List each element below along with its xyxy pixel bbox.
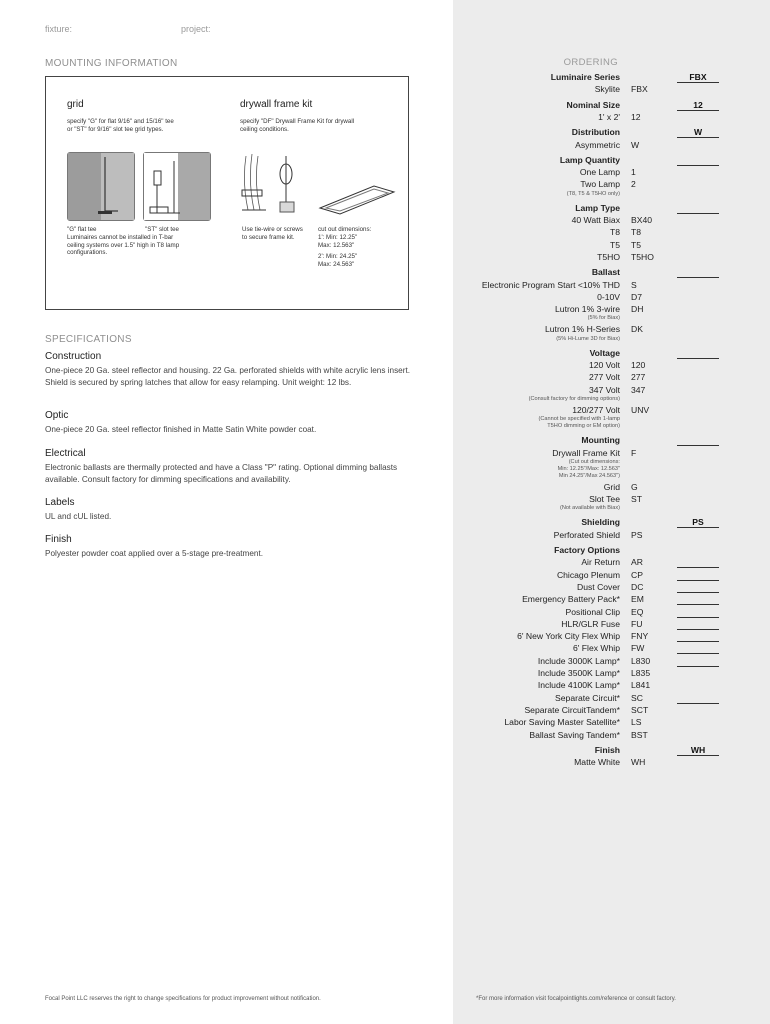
ordering-label: Mounting xyxy=(581,435,620,446)
ordering-category xyxy=(453,126,770,138)
ordering-option xyxy=(453,618,770,630)
ordering-option xyxy=(453,384,770,396)
ordering-entry-blank[interactable] xyxy=(677,594,719,605)
ordering-category xyxy=(453,99,770,111)
ordering-entry-blank[interactable]: 12 xyxy=(677,100,719,111)
ordering-code: T8 xyxy=(631,227,642,238)
ordering-label: (Cannot be specified with 1-lamp T5HO dimming or EM option) xyxy=(538,416,620,430)
ordering-note xyxy=(453,336,770,343)
ordering-label: 347 Volt xyxy=(588,384,620,395)
ordering-label: 40 Watt Biax xyxy=(571,215,620,225)
ordering-option xyxy=(453,493,770,505)
ordering-label: Air Return xyxy=(581,557,620,568)
ordering-label: Drywall Frame Kit xyxy=(552,447,620,458)
ordering-label: 6' Flex Whip xyxy=(572,643,620,654)
ordering-note xyxy=(453,459,770,480)
ordering-entry-blank[interactable] xyxy=(677,619,719,630)
ordering-label: 6' New York City Flex Whip xyxy=(517,631,620,642)
ordering-category xyxy=(453,266,770,278)
ordering-option xyxy=(453,404,770,416)
ordering-option xyxy=(453,359,770,371)
ordering-code: UNV xyxy=(631,404,650,415)
ordering-label: Distribution xyxy=(571,127,620,138)
ordering-option xyxy=(453,291,770,303)
cutout-2ft: 2': Min: 24.25" Max: 24.563" xyxy=(318,253,358,268)
ordering-option xyxy=(453,178,770,190)
ordering-label: Lamp Type xyxy=(575,202,620,213)
ordering-option xyxy=(453,529,770,541)
ordering-entry-blank[interactable] xyxy=(677,656,719,667)
ordering-code: EM xyxy=(631,594,644,605)
ordering-label: Separate CircuitTandem* xyxy=(524,704,620,715)
tie-wire-illustration xyxy=(240,152,310,219)
ordering-label: Factory Options xyxy=(554,545,620,555)
ordering-entry-blank[interactable] xyxy=(677,582,719,593)
ordering-label: Slot Tee xyxy=(589,494,620,505)
ordering-code: DH xyxy=(631,304,644,315)
ordering-code: 347 xyxy=(631,384,646,395)
ordering-label: HLR/GLR Fuse xyxy=(561,618,620,629)
ordering-label: Emergency Battery Pack* xyxy=(522,594,620,605)
cutout-1ft: 1': Min: 12.25" Max: 12.563" xyxy=(318,234,358,249)
ordering-option xyxy=(453,569,770,581)
spec-text-optic: One-piece 20 Ga. steel reflector finished in Matte Satin White powder coat. xyxy=(45,425,317,434)
ordering-code: 120 xyxy=(631,360,646,370)
spec-heading-construction: Construction xyxy=(45,351,102,362)
ordering-label: One Lamp xyxy=(579,167,620,178)
ordering-code: BST xyxy=(631,729,648,740)
ordering-label: T5HO xyxy=(597,251,620,262)
ordering-code: D7 xyxy=(631,291,642,302)
ordering-entry-blank[interactable]: W xyxy=(677,127,719,138)
ordering-label: Asymmetric xyxy=(575,139,620,150)
ordering-label: Lutron 1% 3-wire xyxy=(555,304,620,315)
ordering-label: (Consult factory for dimming options) xyxy=(528,395,620,402)
ordering-entry-blank[interactable] xyxy=(677,570,719,581)
ordering-code: 2 xyxy=(631,179,636,190)
specifications-title: SPECIFICATIONS xyxy=(45,334,132,345)
ordering-label: Nominal Size xyxy=(566,99,620,110)
ordering-option xyxy=(453,756,770,768)
ordering-label: Dust Cover xyxy=(577,581,620,592)
ordering-code: SCT xyxy=(631,704,649,715)
ordering-entry-blank[interactable] xyxy=(677,607,719,618)
project-label: project: xyxy=(181,24,211,34)
ordering-label: Shielding xyxy=(581,517,620,528)
ordering-option xyxy=(453,729,770,741)
ordering-option xyxy=(453,447,770,459)
ordering-option xyxy=(453,226,770,238)
cutout-title: cut out dimensions: xyxy=(318,226,372,233)
ordering-code: PS xyxy=(631,529,643,540)
fixture-label: fixture: xyxy=(45,24,73,34)
ordering-label: Lamp Quantity xyxy=(559,154,620,165)
ordering-note xyxy=(453,396,770,403)
ordering-note xyxy=(453,315,770,322)
ordering-option xyxy=(453,251,770,263)
footer-disclaimer: Focal Point LLC reserves the right to change specifications for product improvement without notification. xyxy=(45,996,321,1002)
ordering-label: Lutron 1% H-Series xyxy=(545,324,620,335)
ordering-category xyxy=(453,516,770,528)
ordering-label: Labor Saving Master Satellite* xyxy=(504,717,620,728)
ordering-option xyxy=(453,704,770,716)
ordering-code: FBX xyxy=(631,84,648,95)
ordering-label: Skylite xyxy=(594,84,620,95)
ordering-code: DK xyxy=(631,324,643,335)
ordering-option xyxy=(453,279,770,291)
grid-heading: grid xyxy=(67,99,84,110)
ordering-entry-blank[interactable] xyxy=(677,557,719,568)
mounting-information-box xyxy=(45,76,409,310)
ordering-code: CP xyxy=(631,569,643,580)
ordering-label: (5% for Biax) xyxy=(587,315,620,322)
ordering-label: Chicago Plenum xyxy=(556,569,620,580)
flat-tee-illustration xyxy=(67,152,135,221)
ordering-label: Ballast xyxy=(591,267,620,278)
ordering-option xyxy=(453,481,770,493)
spec-text-finish: Polyester powder coat applied over a 5-stage pre-treatment. xyxy=(45,549,263,558)
drywall-heading: drywall frame kit xyxy=(240,99,313,110)
ordering-label: (5% Hi-Lume 3D for Biax) xyxy=(556,335,620,342)
ordering-option xyxy=(453,606,770,618)
ordering-code: DC xyxy=(631,581,644,592)
ordering-entry-blank[interactable] xyxy=(677,435,719,446)
ordering-label: 277 Volt xyxy=(588,372,620,383)
ordering-label: (Cut out dimensions: Min: 12.25"/Max: 12.563" Min 24.25"/Max 24.563") xyxy=(557,458,620,479)
ordering-label: Voltage xyxy=(589,347,620,358)
ordering-code: L835 xyxy=(631,668,651,678)
ordering-option xyxy=(453,323,770,335)
ordering-note xyxy=(453,191,770,198)
spec-heading-finish: Finish xyxy=(45,534,72,545)
ordering-option xyxy=(453,166,770,178)
slot-tee-illustration xyxy=(143,152,211,221)
ordering-label: Positional Clip xyxy=(565,606,620,617)
ordering-code: T5 xyxy=(631,239,642,250)
ordering-option xyxy=(453,371,770,383)
tie-wire-note: Use tie-wire or screws to secure frame kit. xyxy=(242,226,303,241)
ordering-option xyxy=(453,642,770,654)
ordering-entry-blank[interactable] xyxy=(677,693,719,704)
grid-description: specify "G" for flat 9/16" and 15/16" tee or "ST" for 9/16" slot tee grid types. xyxy=(67,118,174,133)
ordering-option xyxy=(453,111,770,123)
ordering-code: EQ xyxy=(631,606,644,617)
ordering-category xyxy=(453,347,770,359)
grid-note: Luminaires cannot be installed in T-bar ceiling systems over 1.5" high in T8 lamp configurations. xyxy=(67,234,180,257)
ordering-entry-blank[interactable] xyxy=(677,203,719,214)
spec-text-construction: One-piece 20 Ga. steel reflector and housing. 22 Ga. perforated shields with white acrylic lens insert. Shield is secured by spring latches that allow for easy relamping. Unit weight: 12 lbs. xyxy=(45,366,410,387)
ordering-category xyxy=(453,71,770,83)
ordering-label: (T8, T5 & T5HO only) xyxy=(566,190,620,197)
ordering-label: Include 4100K Lamp* xyxy=(537,680,620,691)
ordering-option xyxy=(453,667,770,679)
ordering-title: ORDERING xyxy=(563,57,618,68)
ordering-option xyxy=(453,556,770,568)
ordering-option xyxy=(453,630,770,642)
ordering-label: Luminaire Series xyxy=(550,72,620,82)
ordering-option xyxy=(453,716,770,728)
ordering-label: Ballast Saving Tandem* xyxy=(529,729,620,740)
ordering-label: Perforated Shield xyxy=(553,529,620,540)
drywall-frame-illustration xyxy=(316,152,398,219)
mounting-title: MOUNTING INFORMATION xyxy=(45,58,178,69)
ordering-option xyxy=(453,581,770,593)
ordering-entry-blank[interactable]: FBX xyxy=(677,72,719,83)
ordering-category xyxy=(453,202,770,214)
ordering-option xyxy=(453,679,770,691)
ordering-label: Electronic Program Start <10% THD xyxy=(481,279,620,290)
ordering-option xyxy=(453,239,770,251)
ordering-category xyxy=(453,744,770,756)
spec-heading-labels: Labels xyxy=(45,497,75,508)
ordering-label: Separate Circuit* xyxy=(555,692,620,703)
ordering-label: Grid xyxy=(603,481,620,492)
ordering-code: L841 xyxy=(631,680,651,691)
ordering-label: Matte White xyxy=(574,757,620,768)
ordering-entry-blank[interactable] xyxy=(677,643,719,654)
ordering-option xyxy=(453,593,770,605)
ordering-code: 1 xyxy=(631,167,636,178)
ordering-code: ST xyxy=(631,494,642,505)
ordering-label: T5 xyxy=(609,239,620,250)
ordering-code: F xyxy=(631,447,637,458)
ordering-note xyxy=(453,505,770,512)
ordering-entry-blank[interactable]: WH xyxy=(677,745,719,756)
ordering-entry-blank[interactable] xyxy=(677,155,719,166)
ordering-label: 120/277 Volt xyxy=(572,404,620,415)
ordering-label: (Not available with Biax) xyxy=(559,505,620,512)
slot-tee-caption: "ST" slot tee xyxy=(145,226,179,233)
ordering-label: Include 3500K Lamp* xyxy=(537,668,620,678)
ordering-code: S xyxy=(631,279,637,290)
ordering-code: 12 xyxy=(631,111,641,122)
ordering-code: 277 xyxy=(631,372,646,383)
ordering-entry-blank[interactable] xyxy=(677,631,719,642)
ordering-label: T8 xyxy=(609,227,620,238)
ordering-category xyxy=(453,154,770,166)
ordering-category xyxy=(453,434,770,446)
ordering-option xyxy=(453,655,770,667)
spec-text-labels: UL and cUL listed. xyxy=(45,512,112,521)
ordering-code: G xyxy=(631,481,638,492)
ordering-label: 120 Volt xyxy=(588,360,620,370)
ordering-code: FW xyxy=(631,643,645,654)
ordering-label: Include 3000K Lamp* xyxy=(537,655,620,666)
ordering-code: L830 xyxy=(631,655,651,666)
ordering-option xyxy=(453,692,770,704)
ordering-code: WH xyxy=(631,757,646,768)
ordering-code: T5HO xyxy=(631,251,654,262)
ordering-option xyxy=(453,214,770,226)
ordering-note xyxy=(453,416,770,430)
spec-text-electrical: Electronic ballasts are thermally protected and have a Class "P" rating. Optional dimming ballasts available. Consult factory for dimming specifications and availability. xyxy=(45,463,398,484)
ordering-option xyxy=(453,83,770,95)
flat-tee-caption: "G" flat tee xyxy=(67,226,97,233)
ordering-code: FU xyxy=(631,618,643,629)
ordering-code: BX40 xyxy=(631,215,653,225)
ordering-code: FNY xyxy=(631,631,649,642)
ordering-label: 1' x 2' xyxy=(598,111,620,122)
ordering-code: AR xyxy=(631,557,643,568)
ordering-label: Finish xyxy=(594,744,620,755)
footer-note: *For more information visit focalpointlights.com/reference or consult factory. xyxy=(476,996,676,1002)
ordering-label: Two Lamp xyxy=(580,179,620,190)
ordering-entry-blank[interactable]: PS xyxy=(677,517,719,528)
spec-heading-optic: Optic xyxy=(45,410,69,421)
ordering-category xyxy=(453,544,770,556)
ordering-entry-blank[interactable] xyxy=(677,348,719,359)
ordering-code: W xyxy=(631,139,640,150)
ordering-option xyxy=(453,139,770,151)
ordering-option xyxy=(453,303,770,315)
ordering-label: 0-10V xyxy=(597,291,620,302)
spec-heading-electrical: Electrical xyxy=(45,448,86,459)
ordering-code: SC xyxy=(631,692,643,703)
drywall-description: specify "DF" Drywall Frame Kit for drywall ceiling conditions. xyxy=(240,118,355,133)
ordering-code: LS xyxy=(631,717,642,728)
ordering-entry-blank[interactable] xyxy=(677,267,719,278)
